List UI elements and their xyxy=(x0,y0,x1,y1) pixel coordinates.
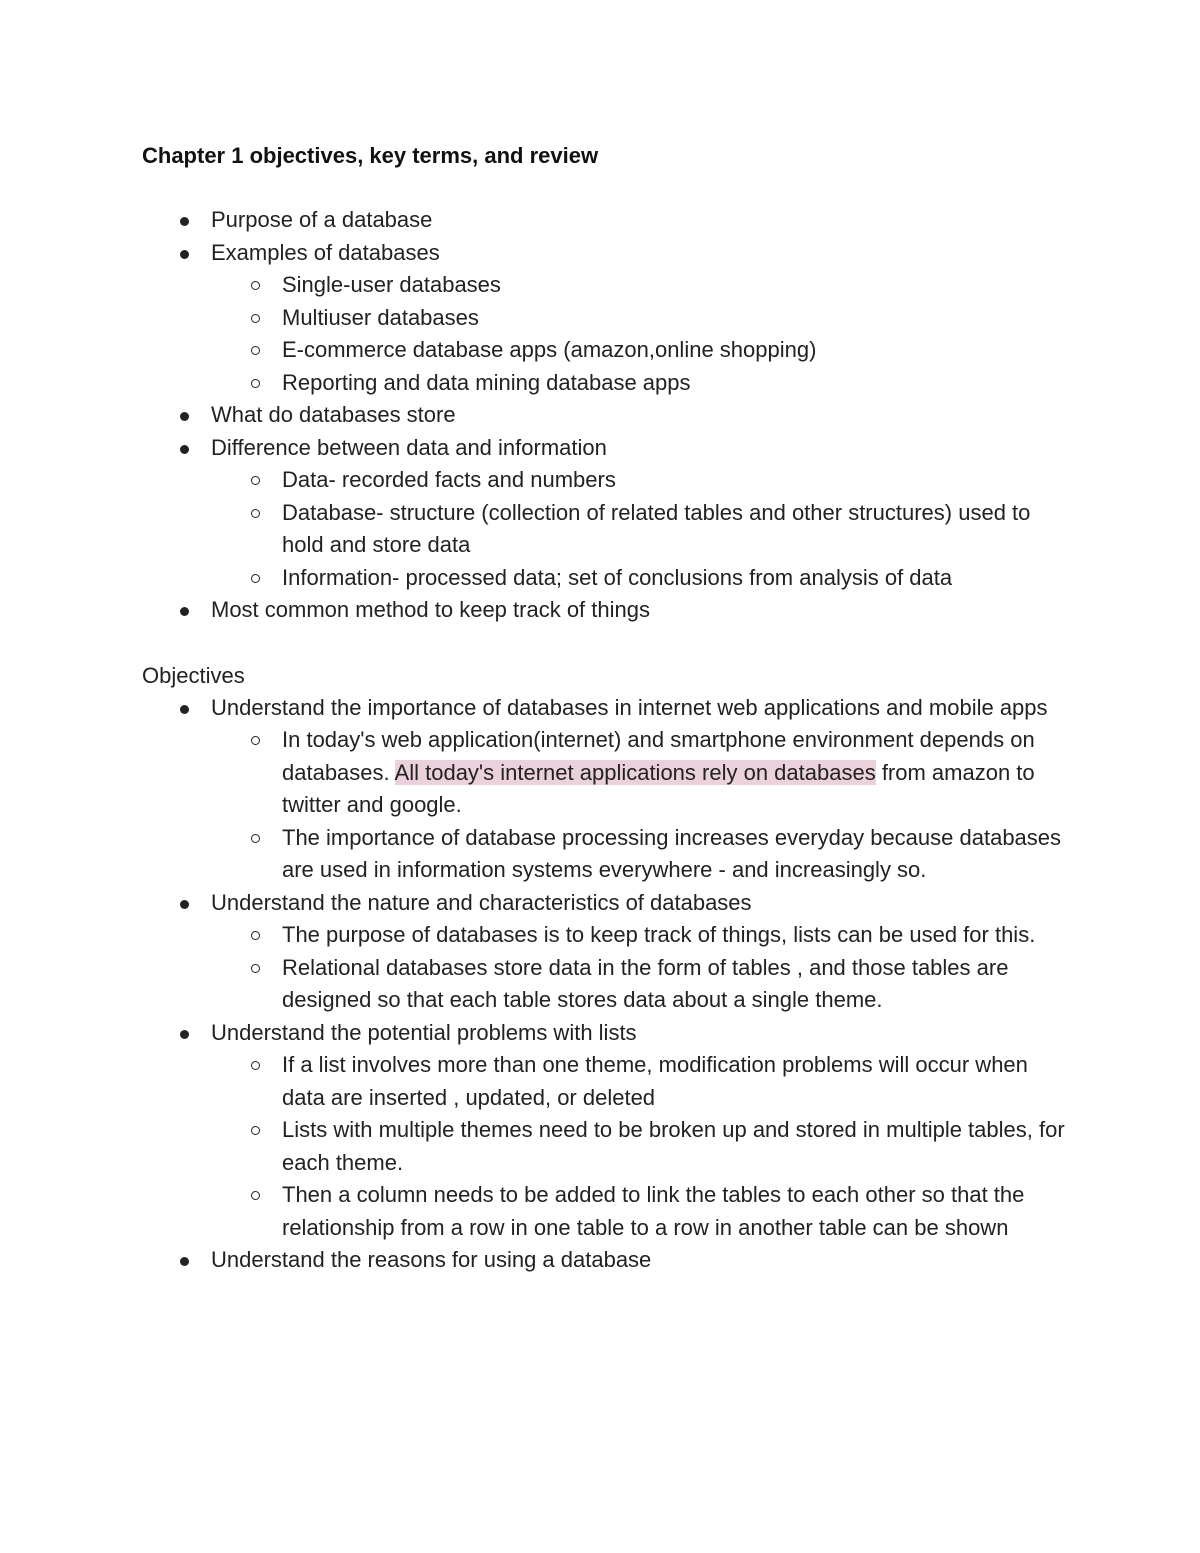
hollow-bullet-icon xyxy=(251,736,260,745)
sublist-item-text: Lists with multiple themes need to be broken up and stored in multiple tables, for each theme. xyxy=(282,1117,1065,1175)
hollow-bullet-icon xyxy=(251,1061,260,1070)
list-item xyxy=(142,887,1072,920)
sublist-item xyxy=(142,367,1072,400)
list-item-text: Examples of databases xyxy=(211,239,440,265)
sublist-item xyxy=(142,1049,1072,1114)
sublist-item-text: Database- structure (collection of related tables and other structures) used to hold and store data xyxy=(282,499,1031,557)
list-item-text: Understand the potential problems with lists xyxy=(211,1019,637,1045)
sublist-item xyxy=(142,334,1072,367)
document-body xyxy=(142,141,1072,1277)
filled-bullet-icon xyxy=(180,250,189,259)
hollow-bullet-icon xyxy=(251,1126,260,1135)
hollow-bullet-icon xyxy=(251,1191,260,1200)
hollow-bullet-icon xyxy=(251,281,260,290)
sublist-item-text: E-commerce database apps (amazon,online shopping) xyxy=(282,337,817,362)
sublist-item xyxy=(142,952,1072,1017)
list-item-text: Purpose of a database xyxy=(211,207,433,232)
list-item xyxy=(142,237,1072,270)
sublist xyxy=(211,269,1072,399)
sublist-item-text: The importance of database processing increases everyday because databases are used in information systems everywhere - and increasingly so. xyxy=(282,824,1062,882)
filled-bullet-icon xyxy=(180,607,189,616)
sublist xyxy=(211,464,1072,594)
filled-bullet-icon xyxy=(180,217,189,226)
sublist-item xyxy=(142,822,1072,887)
document-title: Chapter 1 objectives, key terms, and review xyxy=(142,143,599,168)
filled-bullet-icon xyxy=(180,1030,189,1039)
hollow-bullet-icon xyxy=(251,964,260,973)
sublist xyxy=(211,724,1072,887)
highlighted-text: All today's internet applications rely on databases xyxy=(394,759,876,785)
sublist-item-text: Reporting and data mining database apps xyxy=(282,369,691,395)
list-item-text: Difference between data and information xyxy=(211,434,607,460)
hollow-bullet-icon xyxy=(251,314,260,323)
list-item-text: Most common method to keep track of things xyxy=(211,597,650,622)
hollow-bullet-icon xyxy=(251,346,260,355)
filled-bullet-icon xyxy=(180,1257,189,1266)
list-item xyxy=(142,399,1072,432)
sublist-item xyxy=(142,724,1072,822)
filled-bullet-icon xyxy=(180,900,189,909)
hollow-bullet-icon xyxy=(251,574,260,583)
sublist-item xyxy=(142,1114,1072,1179)
sublist-item xyxy=(142,919,1072,952)
sublist-item xyxy=(142,464,1072,497)
hollow-bullet-icon xyxy=(251,379,260,388)
objectives-list xyxy=(142,692,1072,725)
list-item-text: Understand the importance of databases in internet web applications and mobile apps xyxy=(211,694,1048,720)
filled-bullet-icon xyxy=(180,705,189,714)
hollow-bullet-icon xyxy=(251,509,260,518)
sublist-item-text: Relational databases store data in the form of tables , and those tables are designed so that each table stores data about a single theme. xyxy=(282,954,1009,1012)
list-item-text: Understand the reasons for using a database xyxy=(211,1247,652,1272)
sublist xyxy=(211,1049,1072,1244)
sublist-item-text: Then a column needs to be added to link the tables to each other so that the relationship from a row in one table to a row in another table can be shown xyxy=(282,1182,1025,1240)
sublist-item xyxy=(142,269,1072,302)
sublist-item-text: Multiuser databases xyxy=(282,304,479,330)
review-list xyxy=(142,204,1072,269)
list-item xyxy=(142,692,1072,725)
sublist-item xyxy=(142,497,1072,562)
filled-bullet-icon xyxy=(180,445,189,454)
sublist xyxy=(211,919,1072,1017)
list-item xyxy=(142,1244,1072,1277)
section-heading-objectives: Objectives xyxy=(142,662,245,688)
sublist-item-text: Single-user databases xyxy=(282,272,501,297)
list-item-text: Understand the nature and characteristics of databases xyxy=(211,889,752,915)
filled-bullet-icon xyxy=(180,412,189,421)
sublist-item xyxy=(142,302,1072,335)
sublist-item-text: Data- recorded facts and numbers xyxy=(282,467,616,492)
list-item xyxy=(142,1017,1072,1050)
hollow-bullet-icon xyxy=(251,931,260,940)
hollow-bullet-icon xyxy=(251,476,260,485)
sublist-item xyxy=(142,562,1072,595)
hollow-bullet-icon xyxy=(251,834,260,843)
list-item xyxy=(142,204,1072,237)
sublist-item-text: Information- processed data; set of conclusions from analysis of data xyxy=(282,564,953,590)
list-item xyxy=(142,594,1072,627)
sublist-item-text: In today's web application(internet) and smartphone environment depends on databases. All today's internet applications rely on databases from amazon to twitter and google. xyxy=(282,727,1035,817)
sublist-item-text: If a list involves more than one theme, modification problems will occur when data are inserted , updated, or deleted xyxy=(282,1052,1028,1110)
list-item xyxy=(142,432,1072,465)
sublist-item xyxy=(142,1179,1072,1244)
list-item-text: What do databases store xyxy=(211,402,456,427)
sublist-item-text: The purpose of databases is to keep track of things, lists can be used for this. xyxy=(282,922,1036,947)
